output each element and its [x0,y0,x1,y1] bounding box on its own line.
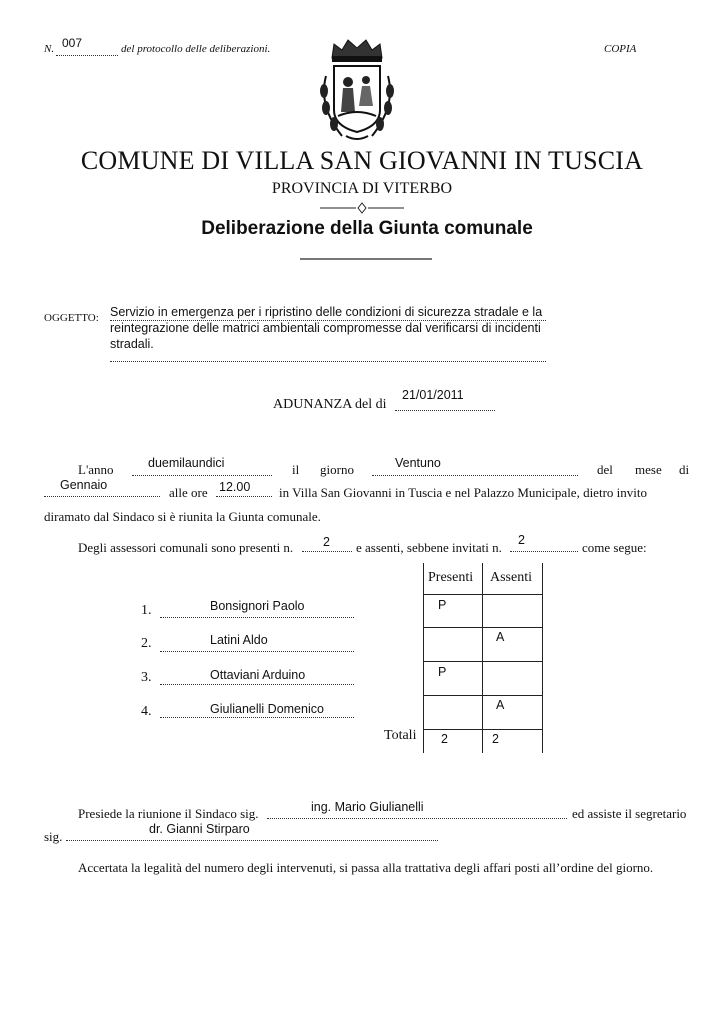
member-3-present: P [438,665,447,679]
member-1-name: Bonsignori Paolo [210,599,305,613]
ornament-divider [320,202,404,214]
member-4-line [160,717,354,718]
time-line [216,496,272,497]
day-value: Ventuno [395,456,441,470]
month-label-di: di [679,462,690,477]
member-2-num: 2. [141,636,152,651]
subject-label: OGGETTO: [44,312,99,324]
protocol-number-line [56,55,118,56]
totals-label: Totali [384,728,417,743]
time-value: 12.00 [219,480,251,494]
member-4-name: Giulianelli Domenico [210,702,324,716]
month-label-del: del [597,462,613,477]
member-3-line [160,684,354,685]
subject-line-3: stradali. [110,337,154,351]
invited-count-line [510,551,578,552]
protocol-prefix: N. [44,43,55,55]
convened-text: diramato dal Sindaco si è riunita la Giunta comunale. [44,509,321,524]
meeting-date: 21/01/2011 [402,388,464,402]
attendance-table [423,563,543,753]
mayor-name: ing. Mario Giulianelli [311,800,424,814]
protocol-suffix: del protocollo delle deliberazioni. [121,43,271,55]
col-absent-header: Assenti [490,570,532,585]
subject-line-1: Servizio in emergenza per i ripristino delle condizioni di sicurezza stradale e la [110,305,543,319]
place-text: in Villa San Giovanni in Tuscia e nel Palazzo Municipale, dietro invito [279,485,647,500]
member-1-num: 1. [141,603,152,618]
secretary-name: dr. Gianni Stirparo [149,822,250,836]
subject-dots-2 [110,361,546,362]
member-2-name: Latini Aldo [210,633,268,647]
month-line [44,496,160,497]
month-value: Gennaio [60,478,108,492]
coat-of-arms-emblem [312,36,402,144]
document-type-title: Deliberazione della Giunta comunale [201,218,533,239]
total-present: 2 [441,732,448,746]
member-1-present: P [438,598,447,612]
col-present-header: Presenti [428,570,474,585]
member-2-line [160,651,354,652]
protocol-number: 007 [62,36,83,50]
member-3-name: Ottaviani Arduino [210,668,306,682]
subject-line-2: reintegrazione delle matrici ambientali compromesse dal verificarsi di incidenti [110,321,541,335]
present-count-line [302,551,352,552]
day-line [372,475,578,476]
total-absent: 2 [492,732,499,746]
member-3-num: 3. [141,670,152,685]
member-4-absent: A [496,698,505,712]
presidency-intro: Presiede la riunione il Sindaco sig. [78,806,259,821]
day-label-il: il [292,462,300,477]
invited-count: 2 [518,533,525,547]
title-underline [300,258,432,260]
mayor-line [267,818,567,819]
month-label-mese: mese [635,462,662,477]
meeting-label: ADUNANZA del di [273,397,387,412]
secretary-line [66,840,438,841]
attendance-intro: Degli assessori comunali sono presenti n. [78,540,294,555]
assisted-text: ed assiste il segretario [572,806,687,821]
year-value: duemilaundici [148,456,225,470]
member-4-num: 4. [141,704,152,719]
member-1-line [160,617,354,618]
copy-label: COPIA [604,43,637,55]
closing-text: Accertata la legalità del numero degli intervenuti, si passa alla trattativa degli affari posti all’ordine del giorno. [78,860,654,875]
follows-text: come segue: [582,540,647,555]
year-label: L'anno [78,462,114,477]
year-line [132,475,272,476]
member-2-absent: A [496,630,505,644]
meeting-date-line [395,410,495,411]
sig-label: sig. [44,829,63,844]
present-count: 2 [323,535,330,549]
province-title: PROVINCIA DI VITERBO [271,180,453,197]
time-label: alle ore [169,485,208,500]
absent-text: e assenti, sebbene invitati n. [356,540,502,555]
day-label: giorno [320,462,354,477]
municipality-title: COMUNE DI VILLA SAN GIOVANNI IN TUSCIA [80,146,644,175]
